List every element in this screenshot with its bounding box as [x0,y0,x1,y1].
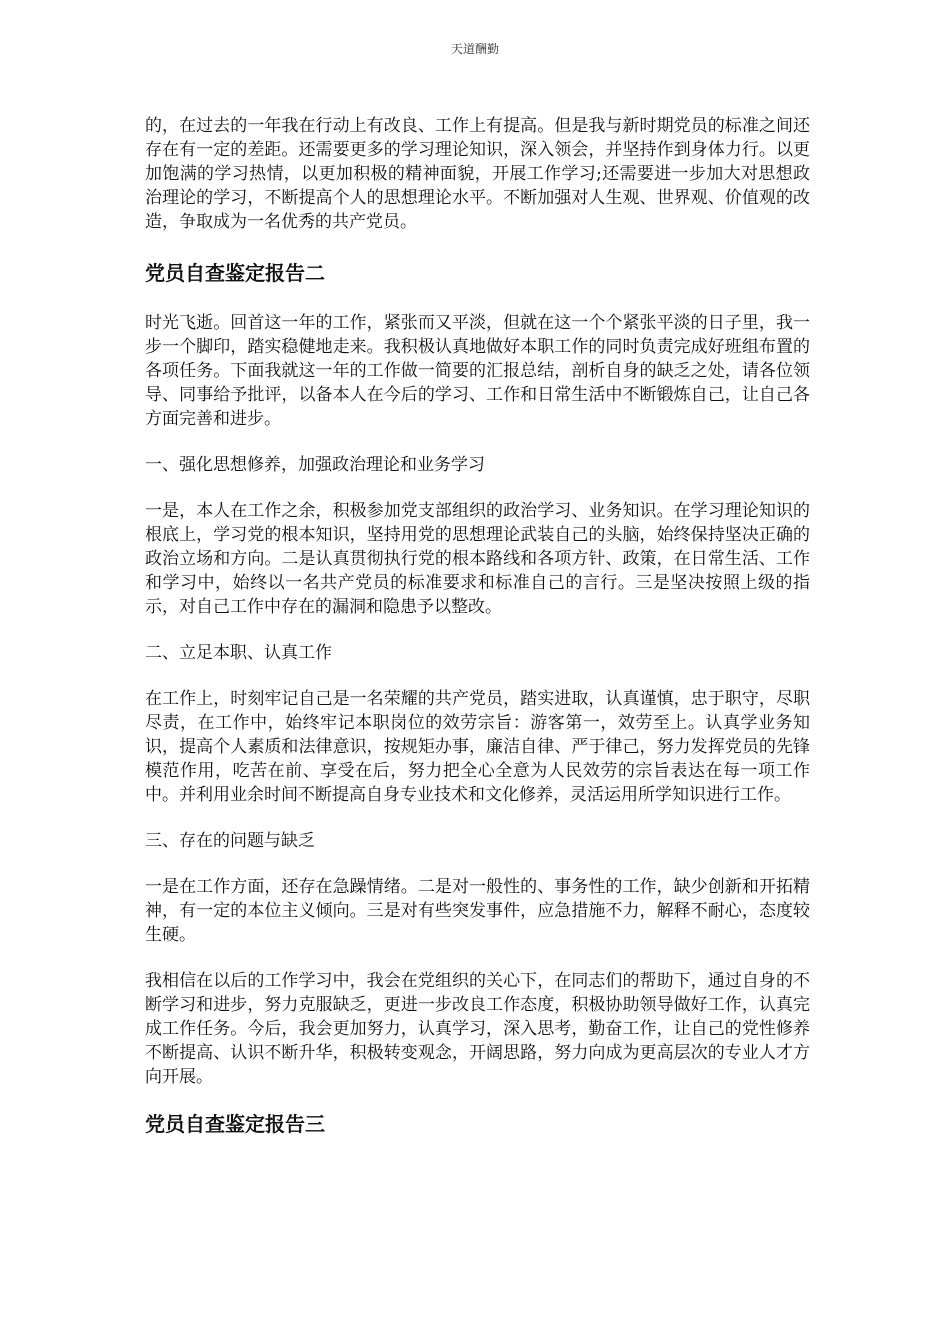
closing-paragraph: 我相信在以后的工作学习中，我会在党组织的关心下，在同志们的帮助下，通过自身的不断学习和进步，努力克服缺乏，更进一步改良工作态度，积极协助领导做好工作，认真完成工作任务。今后，我会更加努力，认真学习，深入思考，勤奋工作，让自己的党性修养不断提高、认识不断升华，积极转变观念，开阔思路，努力向成为更高层次的专业人才方向开展。 [145,971,810,1087]
document-body [145,114,810,1162]
continuation-paragraph: 的，在过去的一年我在行动上有改良、工作上有提高。但是我与新时期党员的标准之间还存在有一定的差距。还需要更多的学习理论知识，深入领会，并坚持作到身体力行。以更加饱满的学习热情，以更加积极的精神面貌，开展工作学习;还需要进一步加大对思想政治理论的学习，不断提高个人的思想理论水平。不断加强对人生观、世界观、价值观的改造，争取成为一名优秀的共产党员。 [145,116,810,232]
page-header: 天道酬勤 [450,42,499,56]
section-1-heading: 一、强化思想修养，加强政治理论和业务学习 [145,455,485,475]
report-2-intro: 时光飞逝。回首这一年的工作，紧张而又平淡，但就在这一个个紧张平淡的日子里，我一步一个脚印，踏实稳健地走来。我积极认真地做好本职工作的同时负责完成好班组布置的各项任务。下面我就这一年的工作做一简要的汇报总结，剖析自身的缺乏之处，请各位领导、同事给予批评，以备本人在今后的学习、工作和日常生活中不断锻炼自己，让自己各方面完善和进步。 [145,313,810,429]
report-2-title: 党员自查鉴定报告二 [145,261,325,285]
section-1-body: 一是，本人在工作之余，积极参加党支部组织的政治学习、业务知识。在学习理论知识的根底上，学习党的根本知识，坚持用党的思想理论武装自己的头脑，始终保持坚决正确的政治立场和方向。二是认真贯彻执行党的根本路线和各项方针、政策，在日常生活、工作和学习中，始终以一名共产党员的标准要求和标准自己的言行。三是坚决按照上级的指示，对自己工作中存在的漏洞和隐患予以整改。 [145,501,810,617]
report-3-title: 党员自查鉴定报告三 [145,1112,325,1136]
section-2-heading: 二、立足本职、认真工作 [145,643,332,663]
section-3-body: 一是在工作方面，还存在急躁情绪。二是对一般性的、事务性的工作，缺少创新和开拓精神，有一定的本位主义倾向。三是对有些突发事件，应急措施不力，解释不耐心，态度较生硬。 [145,877,810,945]
section-3-heading: 三、存在的问题与缺乏 [145,831,315,851]
section-2-body: 在工作上，时刻牢记自己是一名荣耀的共产党员，踏实进取，认真谨慎，忠于职守，尽职尽责，在工作中，始终牢记本职岗位的效劳宗旨：游客第一，效劳至上。认真学业务知识，提高个人素质和法律意识，按规矩办事，廉洁自律、严于律己，努力发挥党员的先锋模范作用，吃苦在前、享受在后，努力把全心全意为人民效劳的宗旨表达在每一项工作中。并利用业余时间不断提高自身专业技术和文化修养，灵活运用所学知识进行工作。 [145,689,810,805]
